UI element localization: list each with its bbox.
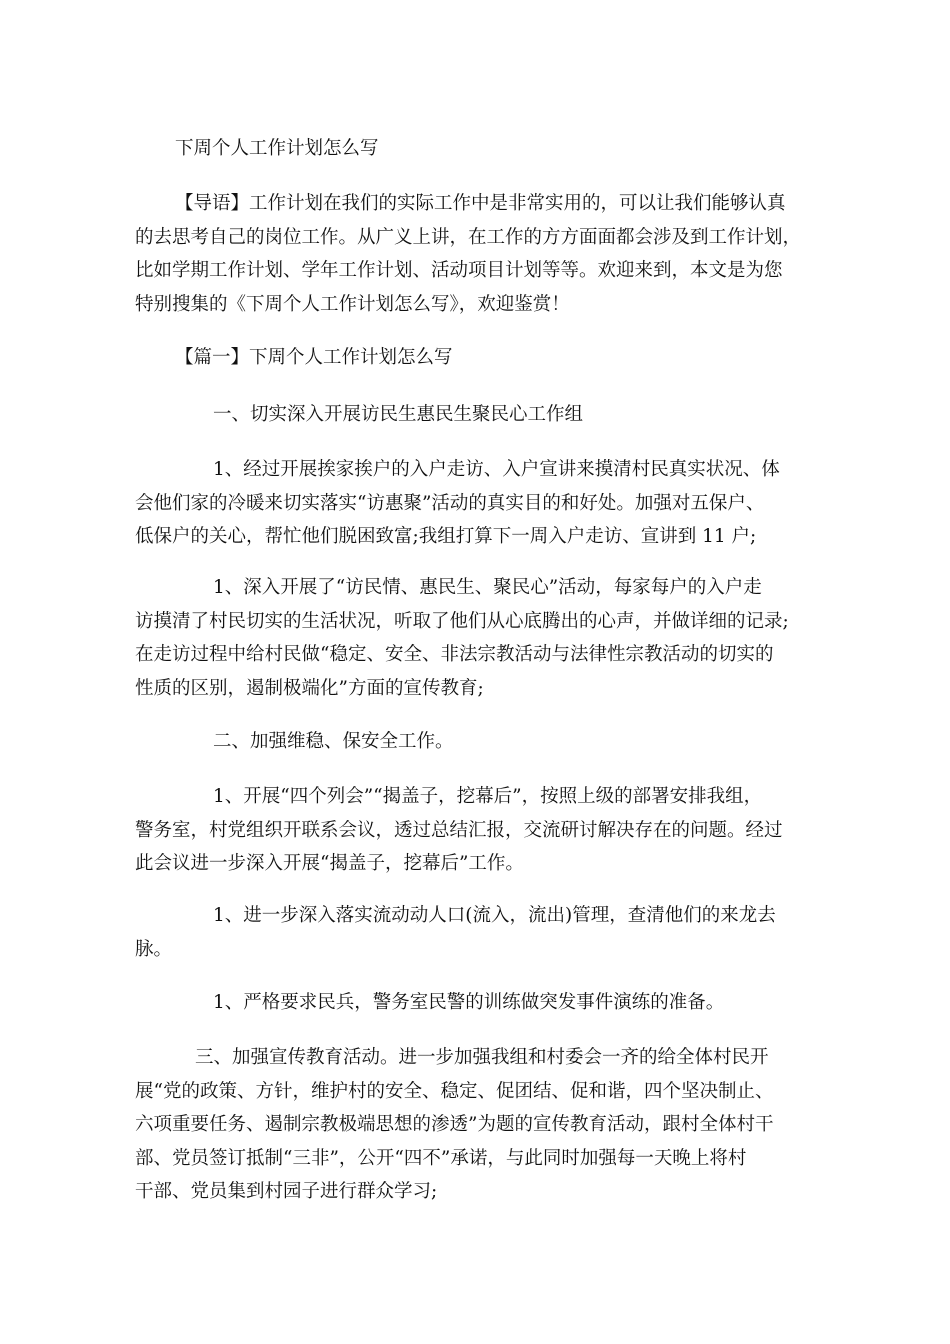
paragraph-line: 会他们家的冷暖来切实落实“访惠聚”活动的真实目的和好处。加强对五保户、 — [135, 492, 765, 514]
paragraph-line: 警务室，村党组织开联系会议，透过总结汇报，交流研讨解决存在的问题。经过 — [135, 819, 783, 841]
s2-item3-paragraph — [135, 986, 820, 1020]
paragraph-line: 性质的区别，遏制极端化”方面的宣传教育; — [135, 677, 484, 699]
intro-line: 的去思考自己的岗位工作。从广义上讲，在工作的方方面面都会涉及到工作计划， — [135, 226, 802, 248]
document-title — [175, 132, 860, 166]
paragraph-line: 在走访过程中给村民做“稳定、安全、非法宗教活动与法律性宗教活动的切实的 — [135, 644, 774, 665]
paragraph-line: 展“党的政策、方针，维护村的安全、稳定、促团结、促和谐，四个坚决制止、 — [135, 1080, 774, 1102]
intro-line: 特别搜集的《下周个人工作计划怎么写》，欢迎鉴赏！ — [135, 293, 570, 315]
paragraph-line: 1、开展“四个列会”“揭盖子，挖幕后”，按照上级的部署安排我组， — [213, 786, 763, 807]
paragraph-line: 1、深入开展了“访民情、惠民生、聚民心”活动，每家每户的入户走 — [213, 577, 762, 598]
paragraph-line: 六项重要任务、遏制宗教极端思想的渗透”为题的宣传教育活动，跟村全体村干 — [135, 1114, 774, 1135]
intro-line: 【导语】工作计划在我们的实际工作中是非常实用的，可以让我们能够认真 — [175, 193, 786, 214]
section-heading-line: 二、加强维稳、保安全工作。 — [213, 731, 454, 752]
paragraph-line: 1、严格要求民兵，警务室民警的训练做突发事件演练的准备。 — [213, 992, 725, 1013]
section1-heading — [213, 398, 898, 432]
s2-item2-paragraph — [135, 899, 820, 966]
s1-item1-paragraph — [135, 453, 820, 554]
paragraph-line: 脉。 — [135, 938, 173, 960]
paragraph-line: 三、加强宣传教育活动。进一步加强我组和村委会一齐的给全体村民开 — [195, 1047, 769, 1068]
intro-line: 比如学期工作计划、学年工作计划、活动项目计划等等。欢迎来到，本文是为您 — [135, 260, 783, 281]
paragraph-line: 此会议进一步深入开展“揭盖子，挖幕后”工作。 — [135, 853, 524, 874]
paragraph-line: 访摸清了村民切实的生活状况，听取了他们从心底腾出的心声，并做详细的记录; — [135, 610, 789, 632]
section2-heading — [213, 725, 898, 759]
part-heading-line: 【篇一】下周个人工作计划怎么写 — [175, 347, 453, 368]
s2-item1-paragraph — [135, 780, 820, 881]
s1-item2-paragraph — [135, 571, 820, 705]
paragraph-line: 1、经过开展挨家挨户的入户走访、入户宣讲来摸清村民真实状况、体 — [213, 459, 780, 480]
paragraph-line: 低保户的关心，帮忙他们脱困致富;我组打算下一周入户走访、宣讲到 11 户; — [135, 526, 757, 547]
title-line: 下周个人工作计划怎么写 — [175, 138, 379, 159]
intro-paragraph — [135, 187, 820, 321]
paragraph-line: 1、进一步深入落实流动动人口(流入，流出)管理，查清他们的来龙去 — [213, 905, 776, 926]
section-heading-line: 一、切实深入开展访民生惠民生聚民心工作组 — [213, 404, 584, 425]
paragraph-line: 干部、党员集到村园子进行群众学习; — [135, 1181, 438, 1202]
paragraph-line: 部、党员签订抵制“三非”，公开“四不”承诺，与此同时加强每一天晚上将村 — [135, 1147, 747, 1169]
part-heading — [175, 341, 860, 375]
section3-paragraph — [135, 1041, 820, 1209]
